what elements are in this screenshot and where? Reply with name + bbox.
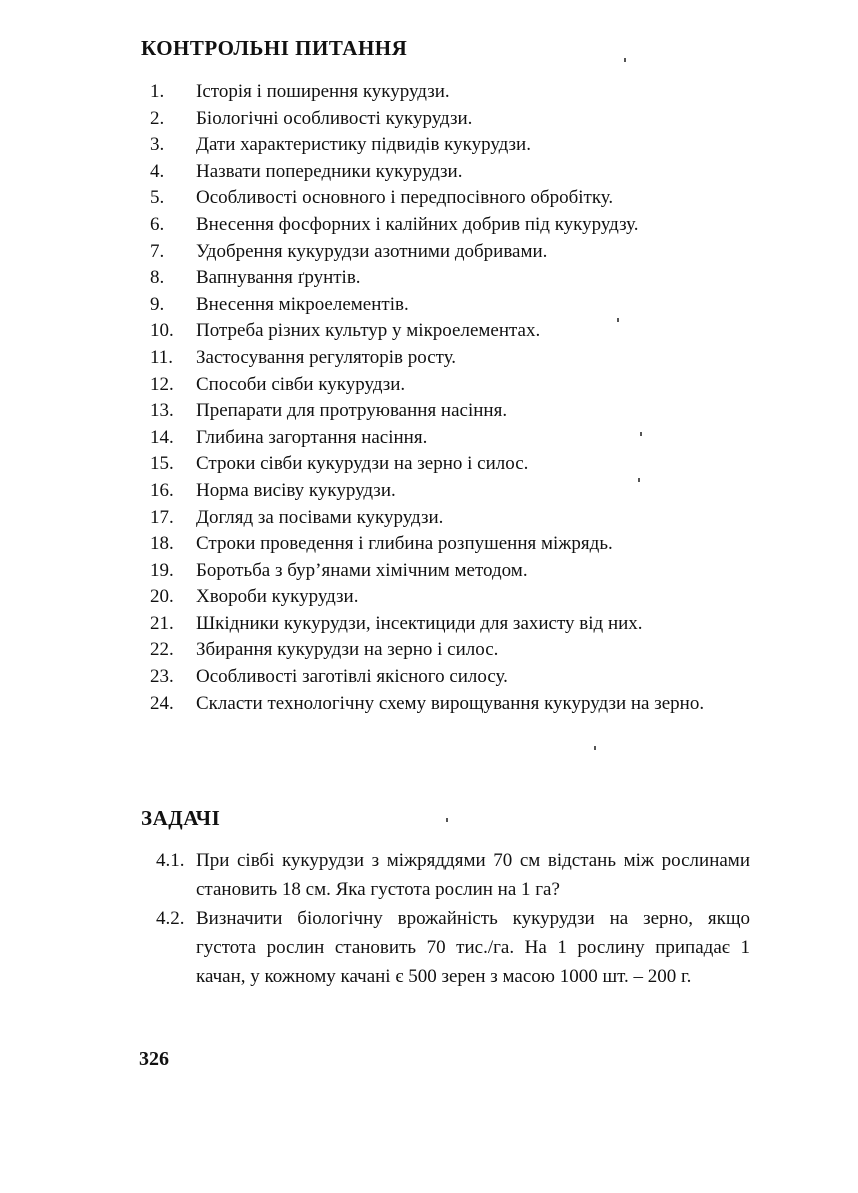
scan-speck: [617, 318, 619, 322]
question-number: 5.: [150, 187, 165, 209]
scan-speck: [640, 432, 642, 436]
question-text: Глибина загортання насіння.: [196, 426, 428, 448]
task-text: Визначити біологічну врожайність кукурудзи на зерно, якщо густота рослин становить 70 тис./га. На 1 рослину припадає 1 качан, у кожному качані є 500 зерен з масою 1000 шт. – 200 г.: [196, 908, 750, 987]
question-item: [150, 558, 760, 585]
question-text: Збирання кукурудзи на зерно і силос.: [196, 639, 499, 661]
question-number: 6.: [150, 213, 165, 235]
question-item: [150, 425, 760, 452]
question-number: 18.: [150, 533, 174, 555]
question-item: [150, 159, 760, 186]
question-text: Вапнування ґрунтів.: [196, 267, 361, 289]
scan-speck: [594, 746, 596, 750]
question-number: 11.: [150, 346, 174, 368]
question-text: Історія і поширення кукурудзи.: [196, 81, 450, 102]
question-number: 1.: [150, 81, 165, 102]
question-item: [150, 584, 760, 611]
question-number: 16.: [150, 479, 174, 501]
question-text: Застосування регуляторів росту.: [196, 346, 457, 368]
question-number: 2.: [150, 107, 165, 129]
question-item: [150, 132, 760, 159]
question-text: Скласти технологічну схему вирощування кукурудзи на зерно.: [196, 692, 705, 714]
question-number: 20.: [150, 586, 174, 608]
task-number: 4.2.: [156, 908, 185, 929]
question-item: [150, 185, 760, 212]
question-number: 19.: [150, 559, 174, 581]
question-text: Способи сівби кукурудзи.: [196, 373, 406, 395]
task-item: [156, 904, 750, 991]
tasks-heading: ЗАДАЧІ: [141, 806, 221, 830]
question-item: [150, 611, 760, 638]
page-number: 326: [139, 1048, 169, 1070]
question-text: Шкідники кукурудзи, інсектициди для захисту від них.: [196, 612, 643, 634]
question-item: [150, 79, 760, 106]
question-item: [150, 451, 760, 478]
question-text: Строки сівби кукурудзи на зерно і силос.: [196, 453, 529, 475]
question-text: Потреба різних культур у мікроелементах.: [196, 320, 541, 342]
scan-speck: [638, 478, 640, 482]
question-item: [150, 637, 760, 664]
question-item: [150, 318, 760, 345]
question-number: 22.: [150, 639, 174, 661]
question-text: Строки проведення і глибина розпушення міжрядь.: [196, 533, 613, 555]
question-number: 12.: [150, 373, 174, 395]
tasks-list: [156, 846, 750, 991]
question-item: [150, 691, 760, 718]
question-item: [150, 478, 760, 505]
question-item: [150, 265, 760, 292]
question-number: 13.: [150, 400, 174, 422]
question-number: 8.: [150, 267, 165, 289]
question-number: 10.: [150, 320, 174, 342]
question-text: Догляд за посівами кукурудзи.: [196, 506, 444, 528]
question-item: [150, 398, 760, 425]
question-text: Боротьба з бур’янами хімічним методом.: [196, 559, 528, 581]
scan-speck: [624, 58, 626, 62]
question-number: 9.: [150, 293, 165, 315]
scan-speck: [446, 818, 448, 822]
question-text: Внесення мікроелементів.: [196, 293, 409, 315]
question-item: [150, 345, 760, 372]
question-number: 15.: [150, 453, 174, 475]
question-number: 21.: [150, 612, 174, 634]
question-item: [150, 292, 760, 319]
question-number: 3.: [150, 134, 165, 156]
question-number: 23.: [150, 666, 174, 688]
question-number: 4.: [150, 160, 165, 182]
question-item: [150, 106, 760, 133]
task-item: [156, 846, 750, 904]
question-text: Внесення фосфорних і калійних добрив під кукурудзу.: [196, 213, 639, 235]
question-text: Особливості заготівлі якісного силосу.: [196, 666, 508, 688]
question-text: Особливості основного і передпосівного обробітку.: [196, 187, 614, 209]
question-item: [150, 531, 760, 558]
question-item: [150, 372, 760, 399]
questions-list: [150, 79, 760, 717]
question-text: Удобрення кукурудзи азотними добривами.: [196, 240, 548, 262]
question-text: Назвати попередники кукурудзи.: [196, 160, 463, 182]
question-number: 24.: [150, 692, 174, 714]
question-text: Норма висіву кукурудзи.: [196, 479, 396, 501]
question-text: Препарати для протруювання насіння.: [196, 400, 508, 422]
question-text: Біологічні особливості кукурудзи.: [196, 107, 473, 129]
question-item: [150, 664, 760, 691]
question-item: [150, 505, 760, 532]
question-number: 14.: [150, 426, 174, 448]
question-number: 7.: [150, 240, 165, 262]
question-item: [150, 239, 760, 266]
question-item: [150, 212, 760, 239]
task-text: При сівбі кукурудзи з міжряддями 70 см відстань між рослинами становить 18 см. Яка густота рослин на 1 га?: [196, 850, 750, 900]
questions-heading: КОНТРОЛЬНІ ПИТАННЯ: [141, 36, 408, 60]
question-text: Хвороби кукурудзи.: [196, 586, 359, 608]
question-number: 17.: [150, 506, 174, 528]
task-number: 4.1.: [156, 850, 185, 871]
question-text: Дати характеристику підвидів кукурудзи.: [196, 134, 531, 156]
